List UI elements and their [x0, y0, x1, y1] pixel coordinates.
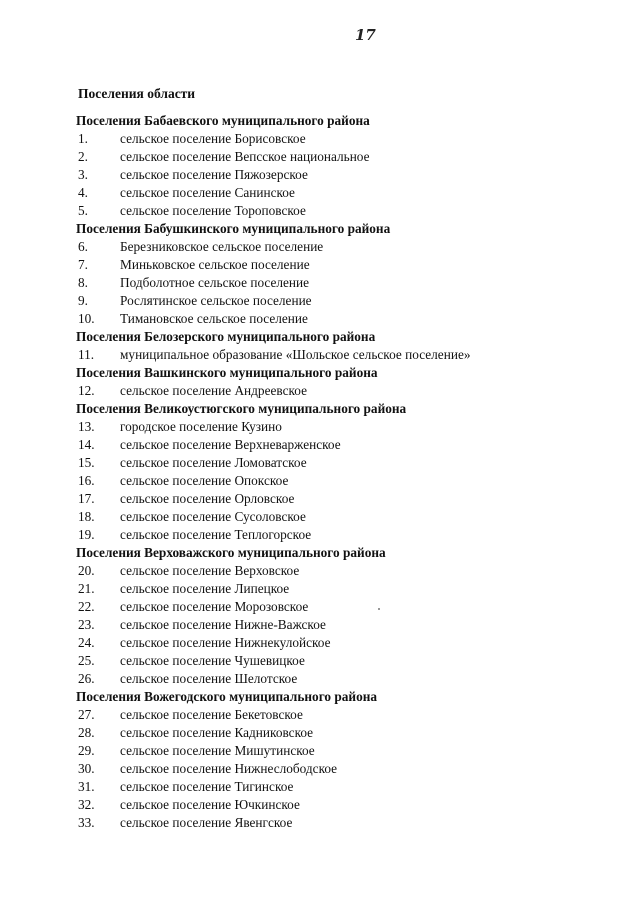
settlement-name: Подболотное сельское поселение — [120, 275, 310, 290]
item-number: 15. — [78, 455, 95, 470]
item-number: 4. — [78, 185, 88, 200]
item-number: 3. — [78, 167, 88, 182]
item-number: 24. — [78, 635, 95, 650]
item-number: 26. — [78, 671, 95, 686]
settlement-name: сельское поселение Ломоватское — [120, 455, 307, 470]
settlement-name: сельское поселение Явенгское — [120, 815, 293, 830]
district-heading: Поселения Вашкинского муниципального района — [76, 365, 378, 380]
settlement-name: сельское поселение Пяжозерское — [120, 167, 308, 182]
item-number: 8. — [78, 275, 88, 290]
settlement-name: сельское поселение Верхневарженское — [120, 437, 341, 452]
settlement-item — [76, 580, 546, 598]
settlement-item — [76, 814, 546, 832]
settlement-item — [76, 652, 546, 670]
settlement-name: муниципальное образование «Шольское сельское поселение» — [120, 347, 471, 362]
stray-dot — [378, 608, 380, 610]
settlement-item — [76, 598, 546, 616]
settlement-item — [76, 454, 546, 472]
district-heading: Поселения Бабаевского муниципального района — [76, 113, 370, 128]
item-number: 10. — [78, 311, 95, 326]
item-number: 32. — [78, 797, 95, 812]
district-heading: Поселения Верховажского муниципального района — [76, 545, 386, 560]
settlement-name: сельское поселение Борисовское — [120, 131, 306, 146]
settlement-name: Березниковское сельское поселение — [120, 239, 324, 254]
settlement-name: Миньковское сельское поселение — [120, 257, 310, 272]
settlement-item — [76, 346, 546, 364]
item-number: 6. — [78, 239, 88, 254]
settlement-name: сельское поселение Мишутинское — [120, 743, 315, 758]
item-number: 21. — [78, 581, 95, 596]
settlement-item — [76, 526, 546, 544]
item-number: 9. — [78, 293, 88, 308]
item-number: 22. — [78, 599, 95, 614]
item-number: 28. — [78, 725, 95, 740]
settlement-item — [76, 436, 546, 454]
settlement-name: сельское поселение Вепсское национальное — [120, 149, 370, 164]
item-number: 31. — [78, 779, 95, 794]
settlement-item — [76, 796, 546, 814]
settlement-name: сельское поселение Нижнеслободское — [120, 761, 338, 776]
item-number: 17. — [78, 491, 95, 506]
settlement-name: сельское поселение Нижнекулойское — [120, 635, 331, 650]
settlement-item — [76, 166, 546, 184]
district-heading: Поселения Белозерского муниципального района — [76, 329, 376, 344]
settlements-list — [76, 112, 546, 832]
item-number: 14. — [78, 437, 95, 452]
settlement-item — [76, 202, 546, 220]
settlement-name: Тимановское сельское поселение — [120, 311, 308, 326]
page-number: 17 — [355, 26, 376, 44]
settlement-item — [76, 310, 546, 328]
settlement-item — [76, 760, 546, 778]
settlement-item — [76, 382, 546, 400]
settlement-name: сельское поселение Верховское — [120, 563, 300, 578]
item-number: 12. — [78, 383, 95, 398]
settlement-item — [76, 148, 546, 166]
settlement-item — [76, 742, 546, 760]
settlement-name: сельское поселение Бекетовское — [120, 707, 303, 722]
settlement-item — [76, 274, 546, 292]
item-number: 20. — [78, 563, 95, 578]
district-heading: Поселения Бабушкинского муниципального района — [76, 221, 391, 236]
item-number: 30. — [78, 761, 95, 776]
settlement-name: сельское поселение Теплогорское — [120, 527, 312, 542]
district-heading: Поселения Великоустюгского муниципального района — [76, 401, 407, 416]
settlement-item — [76, 724, 546, 742]
settlement-item — [76, 184, 546, 202]
settlement-item — [76, 292, 546, 310]
settlement-item — [76, 508, 546, 526]
item-number: 29. — [78, 743, 95, 758]
item-number: 2. — [78, 149, 88, 164]
settlement-item — [76, 562, 546, 580]
settlement-name: сельское поселение Нижне-Важское — [120, 617, 326, 632]
settlement-name: сельское поселение Тороповское — [120, 203, 306, 218]
item-number: 27. — [78, 707, 95, 722]
settlement-name: сельское поселение Шелотское — [120, 671, 298, 686]
settlement-name: сельское поселение Липецкое — [120, 581, 290, 596]
settlement-item — [76, 238, 546, 256]
item-number: 23. — [78, 617, 95, 632]
settlement-name: городское поселение Кузино — [120, 419, 282, 434]
settlement-name: сельское поселение Опокское — [120, 473, 289, 488]
item-number: 18. — [78, 509, 95, 524]
item-number: 19. — [78, 527, 95, 542]
district-heading: Поселения Вожегодского муниципального района — [76, 689, 378, 704]
item-number: 13. — [78, 419, 95, 434]
item-number: 7. — [78, 257, 88, 272]
settlement-name: сельское поселение Санинское — [120, 185, 295, 200]
settlement-item — [76, 130, 546, 148]
settlement-item — [76, 778, 546, 796]
item-number: 1. — [78, 131, 88, 146]
item-number: 11. — [78, 347, 95, 362]
settlement-item — [76, 616, 546, 634]
settlement-item — [76, 490, 546, 508]
settlement-name: сельское поселение Морозовское — [120, 599, 309, 614]
settlement-name: сельское поселение Кадниковское — [120, 725, 314, 740]
settlement-item — [76, 418, 546, 436]
settlement-name: сельское поселение Чушевицкое — [120, 653, 305, 668]
settlement-item — [76, 670, 546, 688]
document-title: Поселения области — [78, 86, 196, 101]
settlement-name: сельское поселение Орловское — [120, 491, 295, 506]
item-number: 16. — [78, 473, 95, 488]
settlement-name: сельское поселение Андреевское — [120, 383, 307, 398]
item-number: 33. — [78, 815, 95, 830]
settlement-name: Рослятинское сельское поселение — [120, 293, 312, 308]
settlement-item — [76, 472, 546, 490]
item-number: 25. — [78, 653, 95, 668]
item-number: 5. — [78, 203, 88, 218]
settlement-name: сельское поселение Тигинское — [120, 779, 294, 794]
settlement-item — [76, 706, 546, 724]
settlement-name: сельское поселение Сусоловское — [120, 509, 306, 524]
settlement-item — [76, 256, 546, 274]
settlement-item — [76, 634, 546, 652]
settlement-name: сельское поселение Ючкинское — [120, 797, 300, 812]
